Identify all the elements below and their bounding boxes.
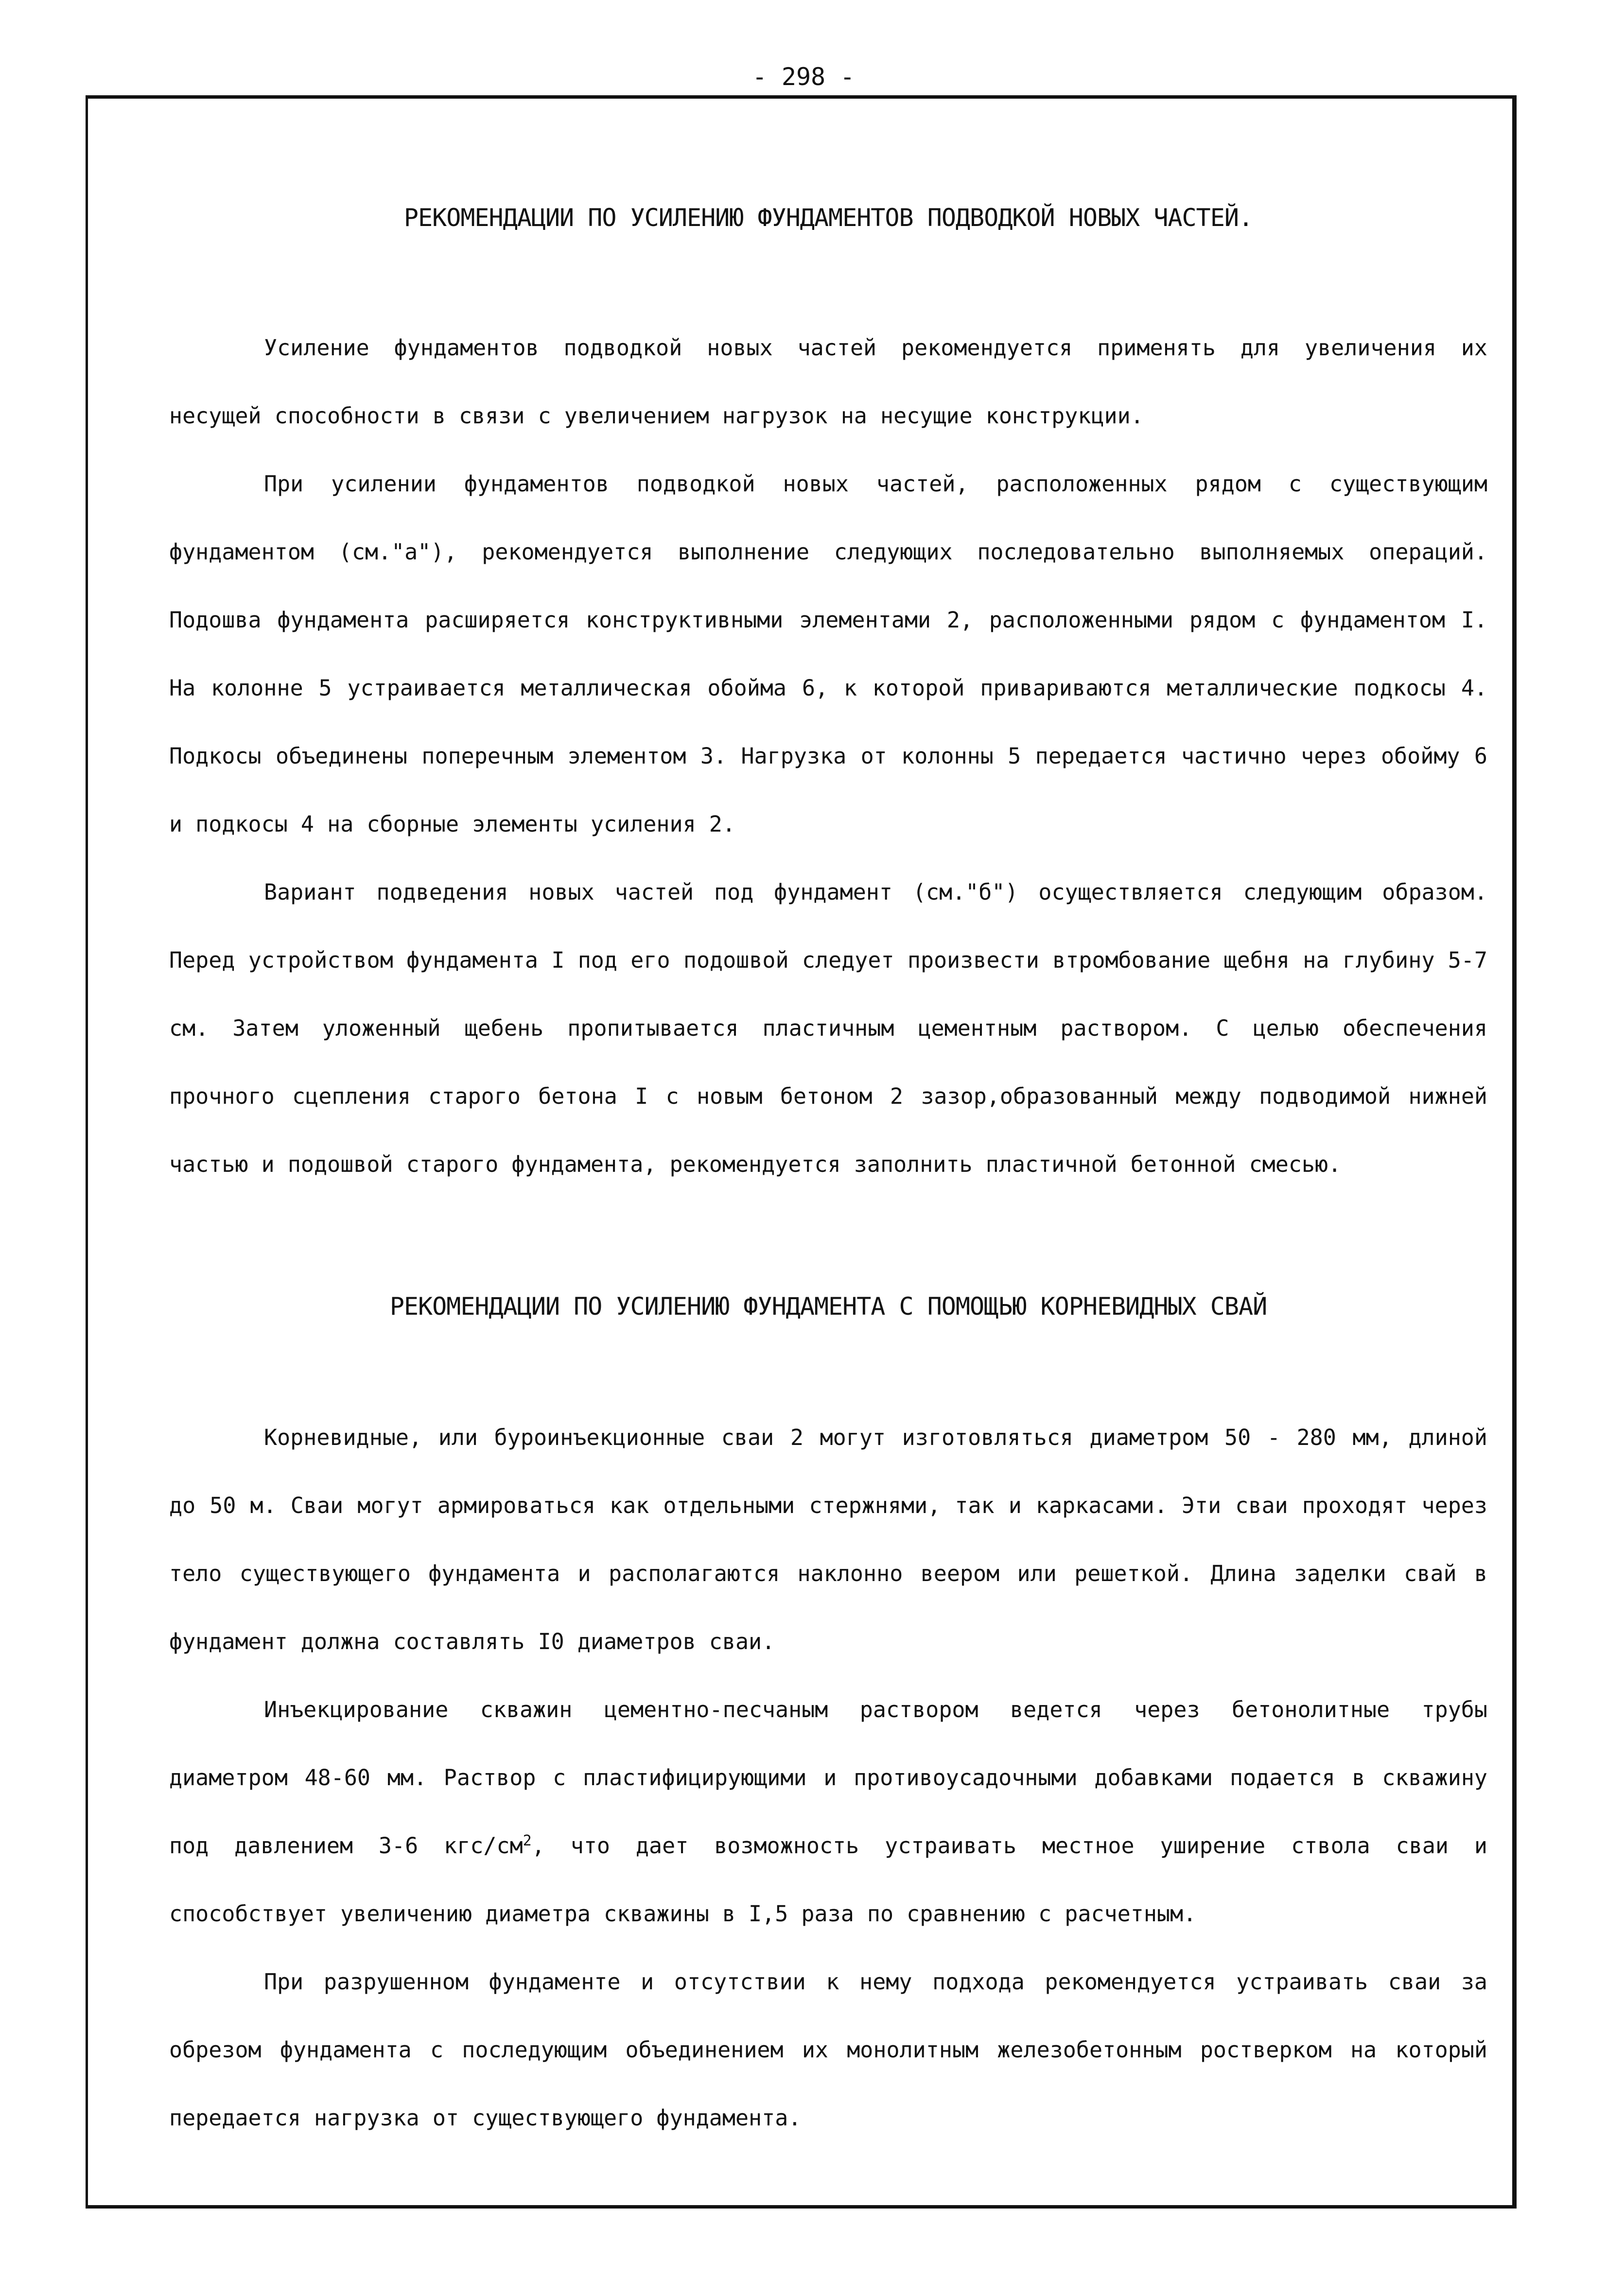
- paragraph-destroyed-foundation: При разрушенном фундаменте и отсутствии к нему подхода рекомендуется устраивать сваи за обрезом фундамента с последующим объединением их монолитным железобетонным ростверком на который передается нагрузка от существующего фундамента.: [169, 1969, 1487, 2131]
- paragraph-root-piles-description: Корневидные, или буроинъекционные сваи 2 могут изготовляться диаметром 50 - 280 мм, длиной до 50 м. Сваи могут армироваться как отдельными стержнями, так и каркасами. Эти сваи проходят через тело существующего фундамента и располагаются наклонно веером или решеткой. Длина заделки свай в фундамент должна составлять I0 диаметров сваи.: [169, 1425, 1487, 1654]
- unit-superscript: 2: [523, 1832, 532, 1849]
- injection-text-end: , что дает возможность устраивать местное уширение ствола сваи и способствует увеличению диаметра скважины в I,5 раза по сравнению с расчетным.: [169, 1833, 1487, 1927]
- section-heading-root-piles: РЕКОМЕНДАЦИИ ПО УСИЛЕНИЮ ФУНДАМЕНТА С ПОМОЩЬЮ КОРНЕВИДНЫХ СВАЙ: [389, 1292, 1267, 1321]
- document-body: [169, 203, 1487, 2152]
- page-number: - 298 -: [752, 63, 855, 91]
- paragraph-underpinning-variant: Вариант подведения новых частей под фундамент (см."б") осуществляется следующим образом. Перед устройством фундамента I под его подошвой следует произвести втромбование щебня на глубину 5-7 см. Затем уложенный щебень пропитывается пластичным цементным раствором. С целью обеспечения прочного сцепления старого бетона I с новым бетоном 2 зазор,образованный между подводимой нижней частью и подошвой старого фундамента, рекомендуется заполнить пластичной бетонной смесью.: [169, 879, 1487, 1177]
- injection-text-start: Инъекцирование скважин цементно-песчаным раствором ведется через бетонолитные трубы диаметром 48-60 мм. Раствор с пластифицирующими и противоусадочными добавками подается в скважину под давлением 3-6 кгс/см: [169, 1697, 1487, 1859]
- paragraph-injection: [169, 1676, 1487, 1948]
- paragraph-underpinning-purpose: Усиление фундаментов подводкой новых частей рекомендуется применять для увеличения их несущей способности в связи с увеличением нагрузок на несущие конструкции.: [169, 335, 1487, 429]
- section-heading-underpinning: РЕКОМЕНДАЦИИ ПО УСИЛЕНИЮ ФУНДАМЕНТОВ ПОДВОДКОЙ НОВЫХ ЧАСТЕЙ.: [403, 204, 1253, 232]
- paragraph-underpinning-adjacent: При усилении фундаментов подводкой новых частей, расположенных рядом с существующим фундаментом (см."а"), рекомендуется выполнение следующих последовательно выполняемых операций. Подошва фундамента расширяется конструктивными элементами 2, расположенными рядом с фундаментом I. На колонне 5 устраивается металлическая обойма 6, к которой привариваются металлические подкосы 4. Подкосы объединены поперечным элементом 3. Нагрузка от колонны 5 передается частично через обойму 6 и подкосы 4 на сборные элементы усиления 2.: [169, 471, 1487, 837]
